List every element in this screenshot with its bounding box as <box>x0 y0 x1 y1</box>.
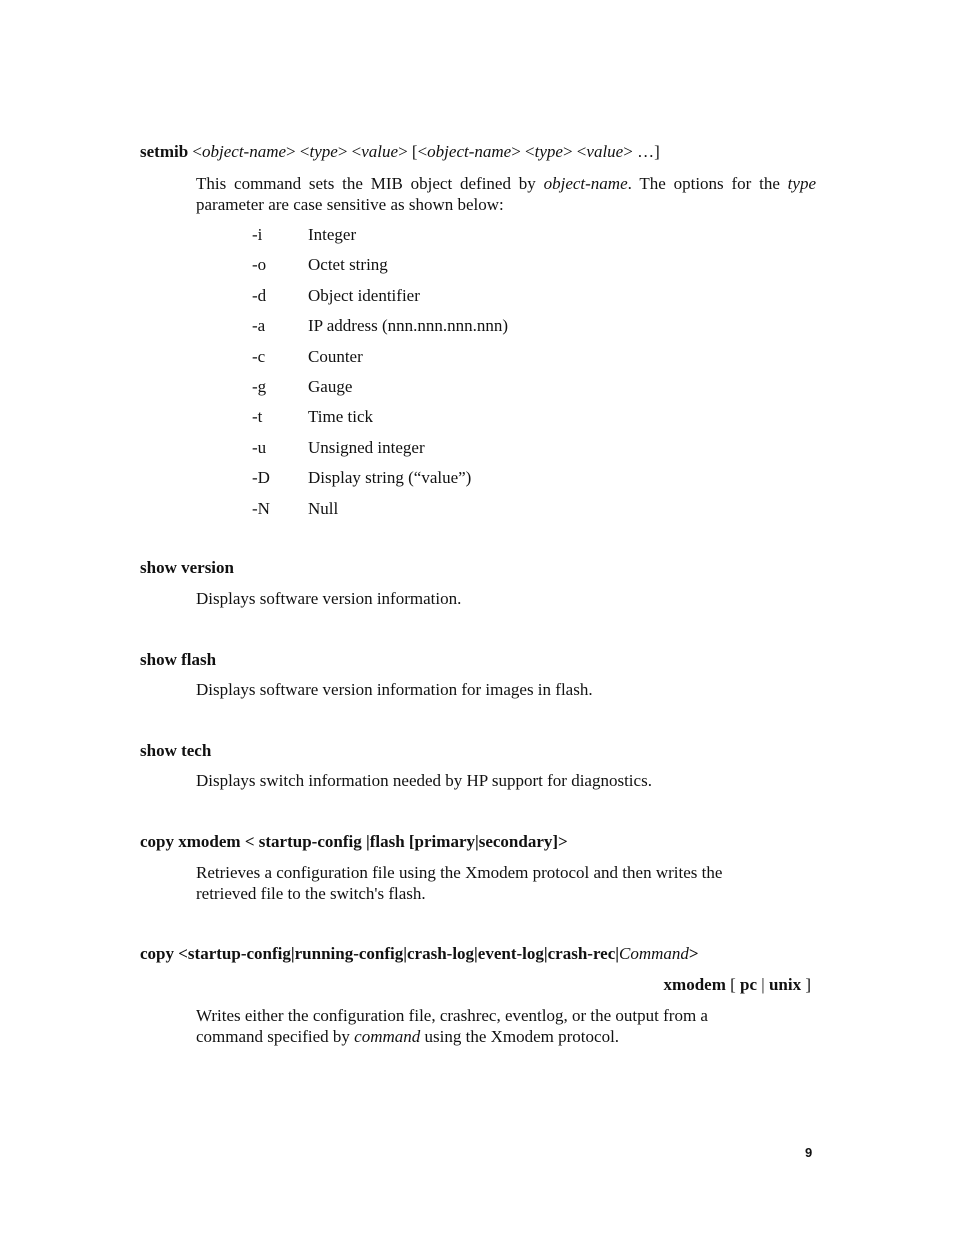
copy-xmodem-desc-line1: Retrieves a configuration file using the Xmodem protocol and then writes the <box>196 863 723 882</box>
setmib-desc-line1: This command sets the MIB object defined by object-name. The options for the type <box>196 174 816 193</box>
copy-xmodem-desc-line2: retrieved file to the switch's flash. <box>196 884 426 903</box>
copy-xmodem-description <box>196 862 816 904</box>
option-description: Unsigned integer <box>308 438 425 457</box>
syntax-punctuation: < <box>188 142 203 161</box>
copy-to-xmodem-desc-line2: command specified by command using the Xmodem protocol. <box>196 1027 620 1046</box>
show-flash-description: Displays software version information for images in flash. <box>196 680 593 699</box>
option-flag: -c <box>252 347 266 366</box>
copy-to-xmodem-heading: copy <startup-config|running-config|crash-log|event-log|crash-rec|Command> <box>140 944 699 963</box>
copy-to-xmodem-heading-line2: xmodem [ pc | unix ] <box>663 975 811 994</box>
syntax-punctuation: > …] <box>623 142 660 161</box>
option-flag: -o <box>252 255 267 274</box>
option-description: IP address (nnn.nnn.nnn.nnn) <box>308 316 509 335</box>
setmib-command: setmib <box>140 142 189 161</box>
syntax-placeholder: value <box>361 142 399 161</box>
syntax-placeholder: object-name <box>202 142 287 161</box>
copy-to-xmodem-desc-line1: Writes either the configuration file, crashrec, eventlog, or the output from a <box>196 1006 708 1025</box>
page-number: 9 <box>805 1145 813 1160</box>
copy-to-xmodem-description <box>196 1005 816 1047</box>
option-flag: -g <box>252 377 267 396</box>
show-version-description: Displays software version information. <box>196 589 462 608</box>
syntax-punctuation: > < <box>511 142 535 161</box>
syntax-placeholder: type <box>534 142 563 161</box>
show-tech-heading: show tech <box>140 741 212 760</box>
syntax-placeholder: type <box>309 142 338 161</box>
option-flag: -u <box>252 438 267 457</box>
setmib-description <box>196 173 816 215</box>
option-flag: -a <box>252 316 266 335</box>
option-description: Time tick <box>308 407 374 426</box>
syntax-placeholder: value <box>586 142 624 161</box>
option-flag: -t <box>252 407 263 426</box>
option-description: Octet string <box>308 255 388 274</box>
option-flag: -i <box>252 225 263 244</box>
show-version-heading: show version <box>140 558 234 577</box>
syntax-punctuation: > [< <box>398 142 428 161</box>
setmib-syntax <box>188 142 660 161</box>
option-description: Object identifier <box>308 286 420 305</box>
option-flag: -d <box>252 286 267 305</box>
syntax-punctuation: > < <box>337 142 362 161</box>
option-description: Null <box>308 499 339 518</box>
option-description: Gauge <box>308 377 353 396</box>
option-flag: -N <box>252 499 270 518</box>
option-description: Integer <box>308 225 357 244</box>
copy-xmodem-heading: copy xmodem < startup-config |flash [primary|secondary]> <box>140 832 568 851</box>
syntax-punctuation: > < <box>286 142 310 161</box>
syntax-punctuation: > < <box>562 142 587 161</box>
option-flag: -D <box>252 468 270 487</box>
show-tech-description: Displays switch information needed by HP support for diagnostics. <box>196 771 652 790</box>
option-description: Counter <box>308 347 363 366</box>
option-description: Display string (“value”) <box>308 468 472 487</box>
setmib-desc-line2: parameter are case sensitive as shown below: <box>196 195 504 214</box>
show-flash-heading: show flash <box>140 650 217 669</box>
setmib-heading <box>140 142 660 162</box>
syntax-placeholder: object-name <box>427 142 512 161</box>
